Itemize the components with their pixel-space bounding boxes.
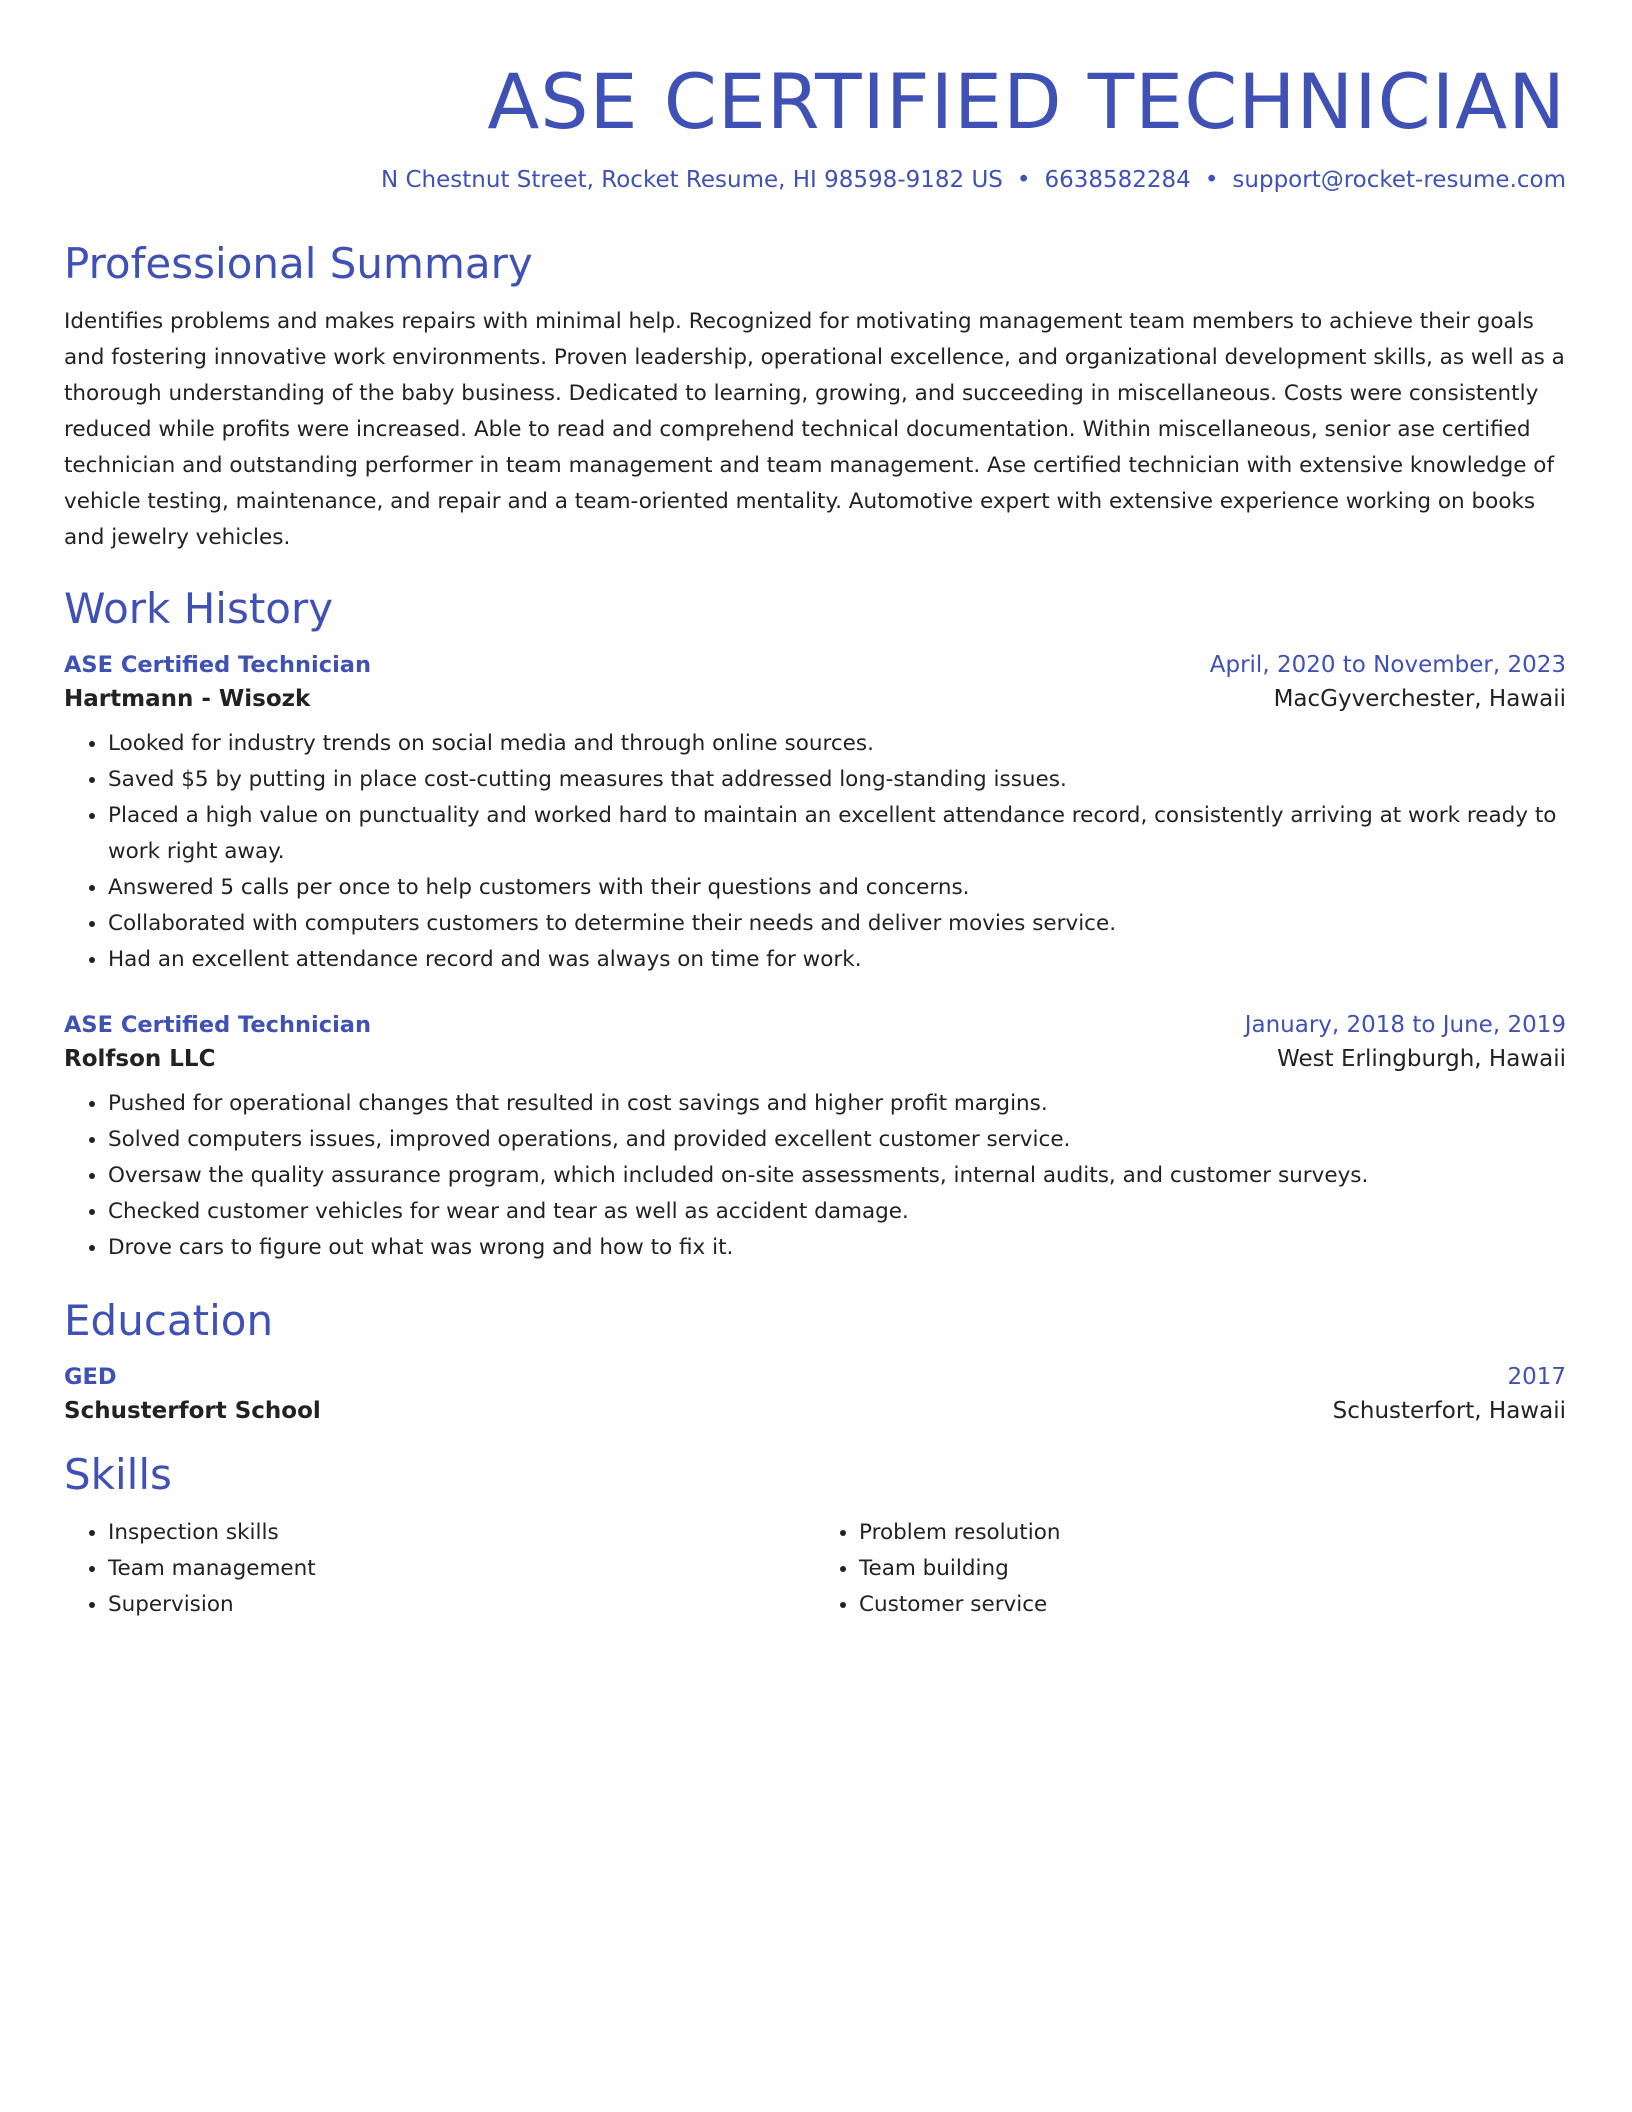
job-company: Hartmann - Wisozk (64, 685, 311, 712)
skill-item: • Inspection skills (108, 1515, 815, 1551)
contact-line (64, 167, 1566, 193)
job-bullet: • Checked customer vehicles for wear and tear as well as accident damage. (108, 1194, 1566, 1230)
skill-item: • Supervision (108, 1587, 815, 1623)
resume-title: ASE CERTIFIED TECHNICIAN (487, 57, 1566, 146)
job-bullet: • Answered 5 calls per once to help customers with their questions and concerns. (108, 870, 1566, 906)
skill-item: • Problem resolution (859, 1515, 1566, 1551)
job-bullet: • Oversaw the quality assurance program, which included on-site assessments, internal audits, and customer surveys. (108, 1158, 1566, 1194)
contact-address: N Chestnut Street, Rocket Resume, HI 98598-9182 US (380, 167, 1003, 194)
skills-list-left (64, 1515, 815, 1623)
job-header-row (64, 652, 1566, 678)
job-bullet-list (64, 1086, 1566, 1266)
contact-phone: 6638582284 (1044, 167, 1191, 194)
resume-page (64, 48, 1566, 1623)
summary-text: Identifies problems and makes repairs with minimal help. Recognized for motivating management team members to achieve their goals and fostering innovative work environments. Proven leadership, operational excellence, and organizational development skills, as well as a thorough understanding of the baby business. Dedicated to learning, growing, and succeeding in miscellaneous. Costs were consistently reduced while profits were increased. Able to read and comprehend technical documentation. Within miscellaneous, senior ase certified technician and outstanding performer in team management and team management. Ase certified technician with extensive knowledge of vehicle testing, maintenance, and repair and a team-oriented mentality. Automotive expert with extensive experience working on books and jewelry vehicles. (64, 308, 1565, 550)
skills-list-right (815, 1515, 1566, 1623)
job-bullet: • Placed a high value on punctuality and worked hard to maintain an excellent attendance record, consistently arriving at work ready to work right away. (108, 798, 1566, 870)
job-company-row (64, 686, 1566, 712)
contact-email: support@rocket-resume.com (1232, 167, 1566, 194)
skill-item: • Team building (859, 1551, 1566, 1587)
job-bullet: • Had an excellent attendance record and was always on time for work. (108, 942, 1566, 978)
job-entry (64, 1012, 1566, 1266)
job-dates: January, 2018 to June, 2019 (1244, 1011, 1566, 1038)
education-school: Schusterfort School (64, 1398, 321, 1425)
skill-item: • Team management (108, 1551, 815, 1587)
job-bullet: • Drove cars to figure out what was wrong and how to fix it. (108, 1230, 1566, 1266)
summary-heading: Professional Summary (64, 239, 533, 289)
education-degree: GED (64, 1364, 117, 1391)
job-role: ASE Certified Technician (64, 1011, 371, 1038)
education-entry (64, 1364, 1566, 1424)
job-bullet: • Collaborated with computers customers to determine their needs and deliver movies service. (108, 906, 1566, 942)
job-header-row (64, 1012, 1566, 1038)
contact-separator: • (1204, 167, 1219, 194)
job-company: Rolfson LLC (64, 1045, 216, 1072)
skills-heading: Skills (64, 1450, 172, 1500)
education-school-row (64, 1398, 1566, 1424)
job-location: West Erlingburgh, Hawaii (1277, 1045, 1566, 1072)
education-heading: Education (64, 1295, 274, 1345)
education-location: Schusterfort, Hawaii (1332, 1398, 1566, 1425)
job-location: MacGyverchester, Hawaii (1273, 685, 1566, 712)
education-header-row (64, 1364, 1566, 1390)
job-dates: April, 2020 to November, 2023 (1209, 651, 1566, 678)
job-bullet: • Looked for industry trends on social media and through online sources. (108, 726, 1566, 762)
job-bullet: • Solved computers issues, improved operations, and provided excellent customer service. (108, 1122, 1566, 1158)
job-entry (64, 652, 1566, 978)
skills-grid (64, 1515, 1566, 1623)
job-bullet: • Pushed for operational changes that resulted in cost savings and higher profit margins. (108, 1086, 1566, 1122)
work-history-heading: Work History (64, 583, 334, 633)
skill-item: • Customer service (859, 1587, 1566, 1623)
education-year: 2017 (1507, 1364, 1566, 1391)
job-bullet: • Saved $5 by putting in place cost-cutting measures that addressed long-standing issues. (108, 762, 1566, 798)
job-role: ASE Certified Technician (64, 651, 371, 678)
job-company-row (64, 1046, 1566, 1072)
contact-separator: • (1016, 167, 1031, 194)
job-bullet-list (64, 726, 1566, 978)
